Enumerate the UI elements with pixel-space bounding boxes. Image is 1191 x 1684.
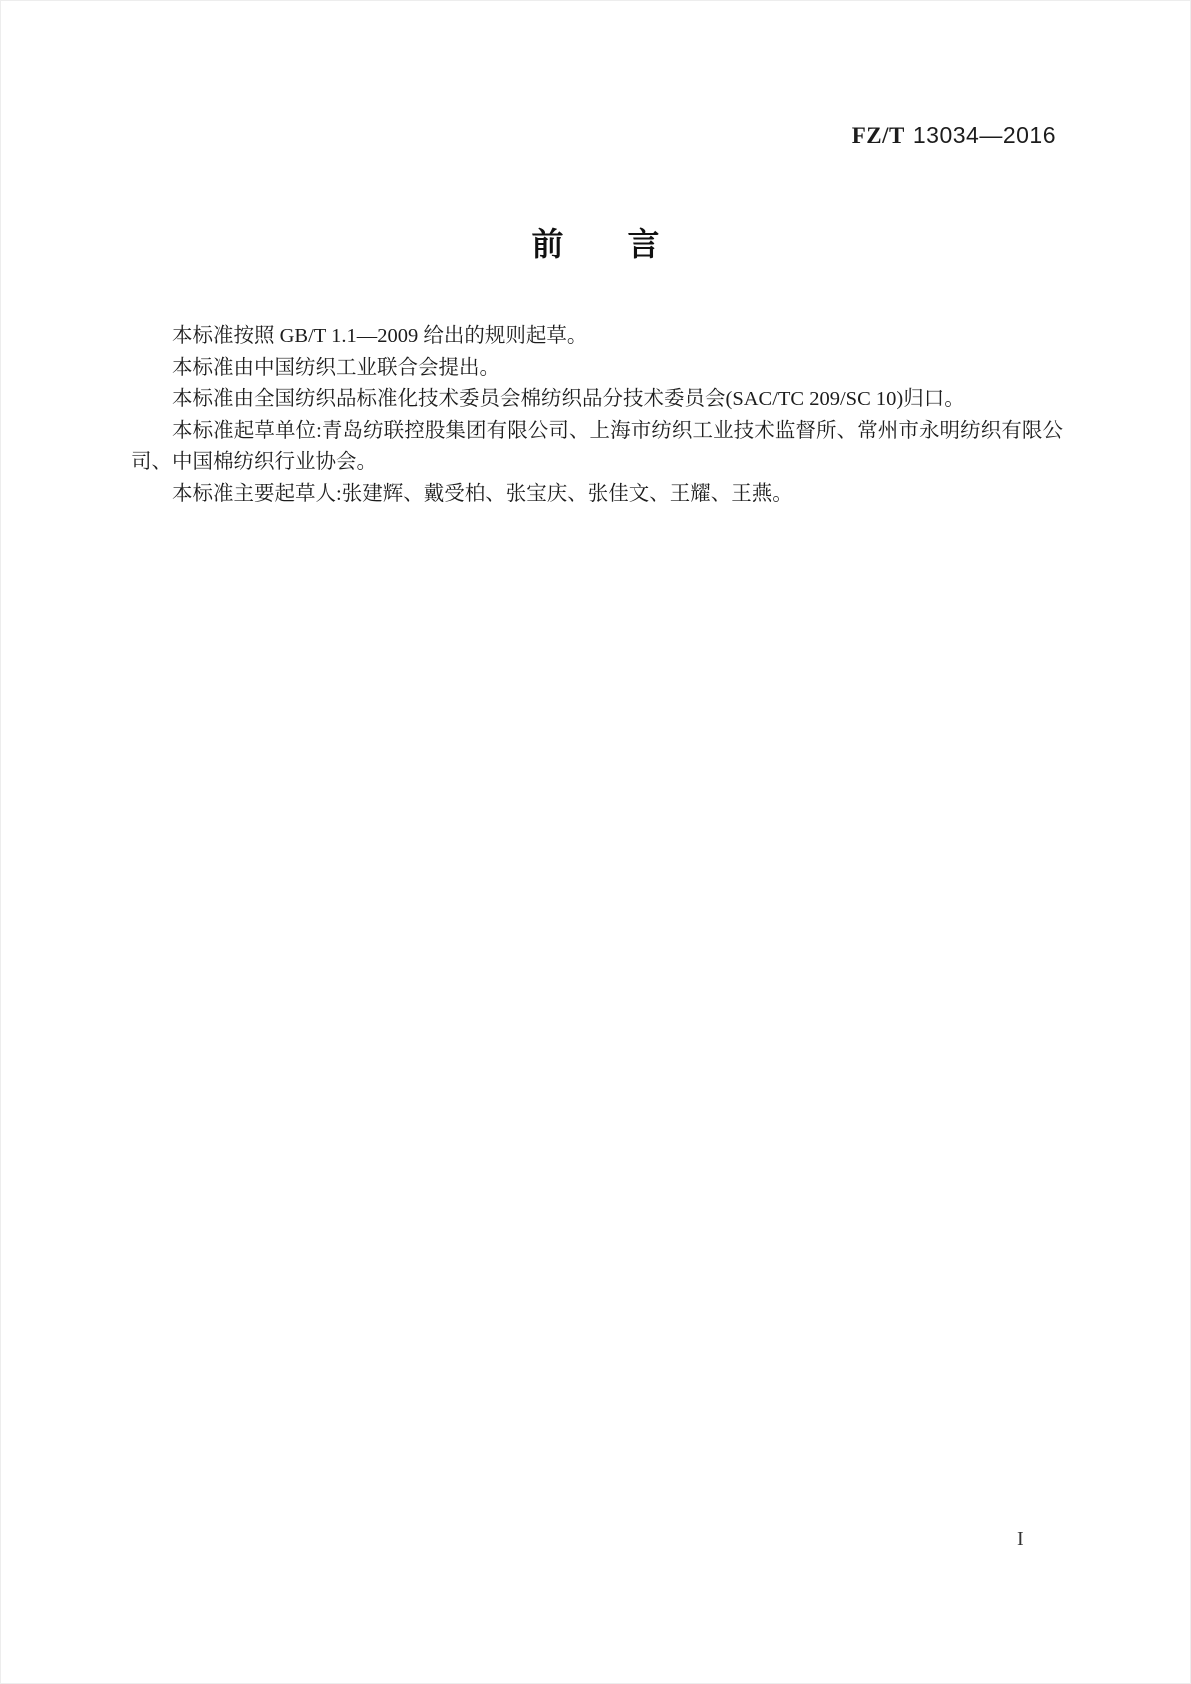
foreword-body xyxy=(131,321,1063,510)
page-title: 前 言 xyxy=(531,226,660,262)
standard-code-number: 13034—2016 xyxy=(912,122,1056,148)
foreword-paragraph: 本标准由中国纺织工业联合会提出。 xyxy=(172,356,500,379)
standard-code xyxy=(852,122,1056,149)
foreword-paragraph: 本标准起草单位:青岛纺联控股集团有限公司、上海市纺织工业技术监督所、常州市永明纺织有限公司、中国棉纺织行业协会。 xyxy=(131,419,1063,473)
foreword-paragraph: 本标准按照 GB/T 1.1—2009 给出的规则起草。 xyxy=(172,325,588,347)
standard-code-prefix: FZ/T xyxy=(851,123,905,148)
page-number: I xyxy=(1017,1528,1024,1550)
foreword-paragraph: 本标准主要起草人:张建辉、戴受柏、张宝庆、张佳文、王耀、王燕。 xyxy=(172,482,793,505)
foreword-paragraph: 本标准由全国纺织品标准化技术委员会棉纺织品分技术委员会(SAC/TC 209/SC 10)归口。 xyxy=(172,388,965,410)
